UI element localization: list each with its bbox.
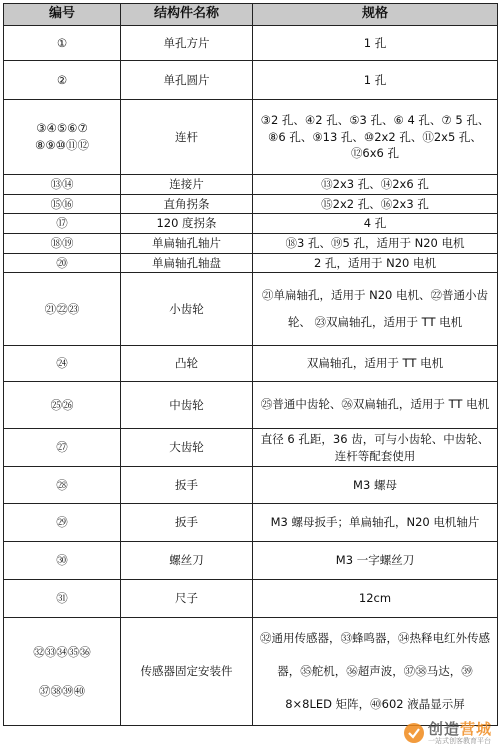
row-spec: ⑬2x3 孔、⑭2x6 孔 xyxy=(253,174,498,194)
row-name: 扳手 xyxy=(121,504,253,542)
table-row xyxy=(4,174,498,194)
table-row xyxy=(4,542,498,580)
row-id: ① xyxy=(4,25,121,60)
table-row xyxy=(4,346,498,382)
row-id: ⑳ xyxy=(4,253,121,273)
watermark-main-text: 创造 xyxy=(427,719,460,738)
row-id-line: ⑧⑨⑩⑪⑫ xyxy=(35,137,89,152)
watermark-accent-text: 营城 xyxy=(459,719,492,738)
table-row xyxy=(4,253,498,273)
row-id: ⑮⑯ xyxy=(4,194,121,214)
row-name: 螺丝刀 xyxy=(121,542,253,580)
row-spec: ㉜通用传感器，㉝蜂鸣器，㉞热释电红外传感器，㉟舵机，㊱超声波，㊲㊳马达，㊴8×8LED 矩阵，㊵602 液晶显示屏 xyxy=(253,618,498,726)
row-spec: M3 一字螺丝刀 xyxy=(253,542,498,580)
row-name: 单扁轴孔轴片 xyxy=(121,233,253,253)
row-spec: ⑱3 孔、⑲5 孔，适用于 N20 电机 xyxy=(253,233,498,253)
row-spec: M3 螺母扳手；单扁轴孔，N20 电机轴片 xyxy=(253,504,498,542)
watermark-main xyxy=(427,719,492,738)
header-spec: 规格 xyxy=(253,4,498,26)
watermark-sub: 一站式创客教育平台 xyxy=(427,736,491,745)
row-id: ㉙ xyxy=(4,504,121,542)
row-id: ② xyxy=(4,60,121,99)
row-name: 扳手 xyxy=(121,467,253,504)
row-id: ㉔ xyxy=(4,346,121,382)
row-name: 120 度拐条 xyxy=(121,214,253,234)
row-name: 尺子 xyxy=(121,580,253,618)
row-id: ㉚ xyxy=(4,542,121,580)
row-name: 连杆 xyxy=(121,99,253,174)
row-spec: 1 孔 xyxy=(253,60,498,99)
table-row xyxy=(4,467,498,504)
brand-logo-icon xyxy=(403,722,425,744)
row-name: 大齿轮 xyxy=(121,429,253,467)
header-name: 结构件名称 xyxy=(121,4,253,26)
table-row xyxy=(4,214,498,234)
table-row xyxy=(4,382,498,429)
row-spec: ③2 孔、④2 孔、⑤3 孔、⑥ 4 孔、⑦ 5 孔、⑧6 孔、⑨13 孔、⑩2x2 孔、⑪2x5 孔、⑫6x6 孔 xyxy=(253,99,498,174)
row-spec: 2 孔，适用于 N20 电机 xyxy=(253,253,498,273)
table-row xyxy=(4,25,498,60)
row-id: ⑬⑭ xyxy=(4,174,121,194)
row-name: 连接片 xyxy=(121,174,253,194)
row-spec: M3 螺母 xyxy=(253,467,498,504)
watermark-text xyxy=(427,719,492,745)
row-id xyxy=(4,618,121,726)
row-spec: 12cm xyxy=(253,580,498,618)
header-id: 编号 xyxy=(4,4,121,26)
row-name: 直角拐条 xyxy=(121,194,253,214)
row-id-line: ㊲㊳㊴㊵ xyxy=(39,683,85,698)
spec-table xyxy=(3,3,498,726)
watermark xyxy=(403,719,492,745)
row-spec: 直径 6 孔距，36 齿，可与小齿轮、中齿轮、连杆等配套使用 xyxy=(253,429,498,467)
table-row xyxy=(4,580,498,618)
row-name: 单孔方片 xyxy=(121,25,253,60)
row-spec: 双扁轴孔，适用于 TT 电机 xyxy=(253,346,498,382)
row-id: ㉗ xyxy=(4,429,121,467)
table-row xyxy=(4,60,498,99)
row-id: ㉑㉒㉓ xyxy=(4,273,121,346)
table-row xyxy=(4,194,498,214)
row-id: ㉘ xyxy=(4,467,121,504)
row-name: 小齿轮 xyxy=(121,273,253,346)
row-name: 中齿轮 xyxy=(121,382,253,429)
table-header-row xyxy=(4,4,498,26)
row-id-line: ③④⑤⑥⑦ xyxy=(36,121,88,136)
row-spec: ㉑单扁轴孔，适用于 N20 电机、㉒普通小齿轮、 ㉓双扁轴孔，适用于 TT 电机 xyxy=(253,273,498,346)
table-row xyxy=(4,233,498,253)
row-name: 传感器固定安装件 xyxy=(121,618,253,726)
table-row xyxy=(4,273,498,346)
row-id: ⑰ xyxy=(4,214,121,234)
table-row xyxy=(4,504,498,542)
table-row xyxy=(4,618,498,726)
row-spec: 4 孔 xyxy=(253,214,498,234)
row-name: 凸轮 xyxy=(121,346,253,382)
row-id: ⑱⑲ xyxy=(4,233,121,253)
table-row xyxy=(4,99,498,174)
row-spec: 1 孔 xyxy=(253,25,498,60)
row-id: ㉕㉖ xyxy=(4,382,121,429)
row-spec: ㉕普通中齿轮、㉖双扁轴孔，适用于 TT 电机 xyxy=(253,382,498,429)
row-id-line: ㉜㉝㉞㉟㊱ xyxy=(33,644,91,659)
row-spec: ⑮2x2 孔、⑯2x3 孔 xyxy=(253,194,498,214)
row-id xyxy=(4,99,121,174)
row-name: 单孔圆片 xyxy=(121,60,253,99)
row-name: 单扁轴孔轴盘 xyxy=(121,253,253,273)
table-row xyxy=(4,429,498,467)
row-id: ㉛ xyxy=(4,580,121,618)
